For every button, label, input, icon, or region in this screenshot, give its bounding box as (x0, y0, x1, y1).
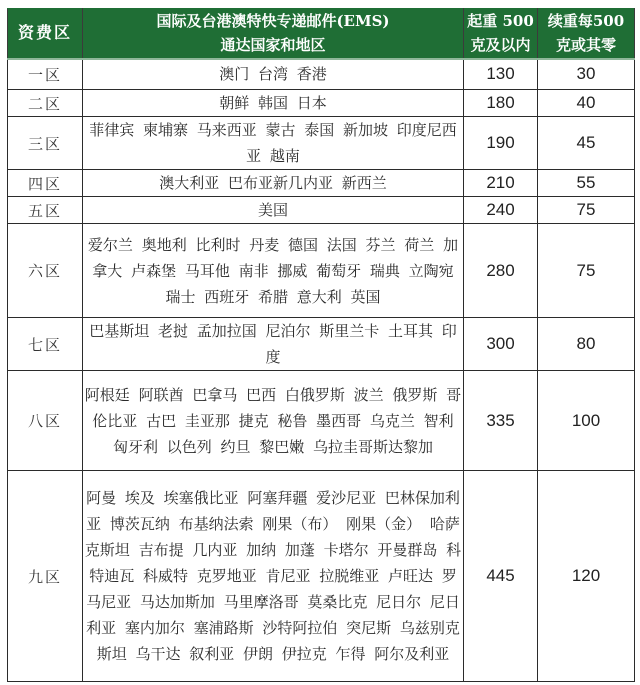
additional-weight-price-cell: 75 (538, 197, 635, 224)
zone-cell: 八区 (8, 371, 83, 471)
table-row (8, 318, 635, 371)
countries-header-line2: 通达国家和地区 (220, 36, 326, 55)
header-row (8, 9, 635, 59)
additional-weight-price-cell: 45 (538, 117, 635, 170)
first-weight-price-cell: 240 (464, 197, 538, 224)
countries-cell: 爱尔兰 奥地利 比利时 丹麦 德国 法国 芬兰 荷兰 加拿大 卢森堡 马耳他 南非 挪威 葡萄牙 瑞典 立陶宛 瑞士 西班牙 希腊 意大利 英国 (83, 224, 464, 318)
additional-weight-price-cell: 120 (538, 471, 635, 682)
table-row (8, 197, 635, 224)
countries-cell: 阿根廷 阿联酋 巴拿马 巴西 白俄罗斯 波兰 俄罗斯 哥伦比亚 古巴 圭亚那 捷克 秘鲁 墨西哥 乌克兰 智利 匈牙利 以色列 约旦 黎巴嫩 乌拉圭哥斯达黎加 (83, 371, 464, 471)
countries-header-line1: 国际及台港澳特快专递邮件(EMS) (156, 12, 390, 31)
additional-weight-price-cell: 80 (538, 318, 635, 371)
additional-weight-price-cell: 40 (538, 90, 635, 117)
zone-cell: 六区 (8, 224, 83, 318)
first-weight-header-line2: 克及以内 (470, 36, 531, 55)
table-row (8, 59, 635, 90)
countries-cell: 阿曼 埃及 埃塞俄比亚 阿塞拜疆 爱沙尼亚 巴林保加利亚 博茨瓦纳 布基纳法索 刚果（布） 刚果（金） 哈萨克斯坦 吉布提 几内亚 加纳 加蓬 卡塔尔 开曼群岛 科特迪瓦 科威特 克罗地亚 肯尼亚 拉脱维亚 卢旺达 罗马尼亚 马达加斯加 马里摩洛哥 莫桑比克 尼日尔 尼日利亚 塞内加尔 塞浦路斯 沙特阿拉伯 突尼斯 乌兹别克斯坦 乌干达 叙利亚 伊朗 伊拉克 乍得 阿尔及利亚 (83, 471, 464, 682)
additional-weight-header-line1: 续重每500 (547, 12, 625, 31)
first-weight-price-cell: 210 (464, 170, 538, 197)
zone-cell: 一区 (8, 59, 83, 90)
first-weight-price-cell: 445 (464, 471, 538, 682)
table-row (8, 224, 635, 318)
countries-cell: 美国 (83, 197, 464, 224)
first-weight-price-cell: 300 (464, 318, 538, 371)
additional-weight-header-line2: 克或其零 (555, 36, 616, 55)
zone-cell: 七区 (8, 318, 83, 371)
additional-weight-price-cell: 30 (538, 59, 635, 90)
first-weight-price-cell: 180 (464, 90, 538, 117)
countries-cell: 巴基斯坦 老挝 孟加拉国 尼泊尔 斯里兰卡 土耳其 印度 (83, 318, 464, 371)
zone-cell: 二区 (8, 90, 83, 117)
additional-weight-price-cell: 100 (538, 371, 635, 471)
first-weight-header-line1: 起重 500 (467, 12, 534, 31)
countries-cell: 澳大利亚 巴布亚新几内亚 新西兰 (83, 170, 464, 197)
countries-cell: 菲律宾 柬埔寨 马来西亚 蒙古 泰国 新加坡 印度尼西亚 越南 (83, 117, 464, 170)
table-row (8, 471, 635, 682)
ems-rate-table (7, 8, 635, 682)
zone-cell: 九区 (8, 471, 83, 682)
additional-weight-price-cell: 75 (538, 224, 635, 318)
first-weight-price-cell: 190 (464, 117, 538, 170)
zone-column-header: 资费区 (8, 9, 83, 59)
first-weight-price-cell: 280 (464, 224, 538, 318)
additional-weight-column-header (538, 9, 635, 59)
zone-cell: 三区 (8, 117, 83, 170)
table-row (8, 371, 635, 471)
countries-cell: 澳门 台湾 香港 (83, 59, 464, 90)
table-row (8, 117, 635, 170)
zone-cell: 五区 (8, 197, 83, 224)
first-weight-column-header (464, 9, 538, 59)
table-row (8, 170, 635, 197)
countries-cell: 朝鲜 韩国 日本 (83, 90, 464, 117)
zone-cell: 四区 (8, 170, 83, 197)
countries-column-header (83, 9, 464, 59)
table-row (8, 90, 635, 117)
additional-weight-price-cell: 55 (538, 170, 635, 197)
first-weight-price-cell: 130 (464, 59, 538, 90)
first-weight-price-cell: 335 (464, 371, 538, 471)
